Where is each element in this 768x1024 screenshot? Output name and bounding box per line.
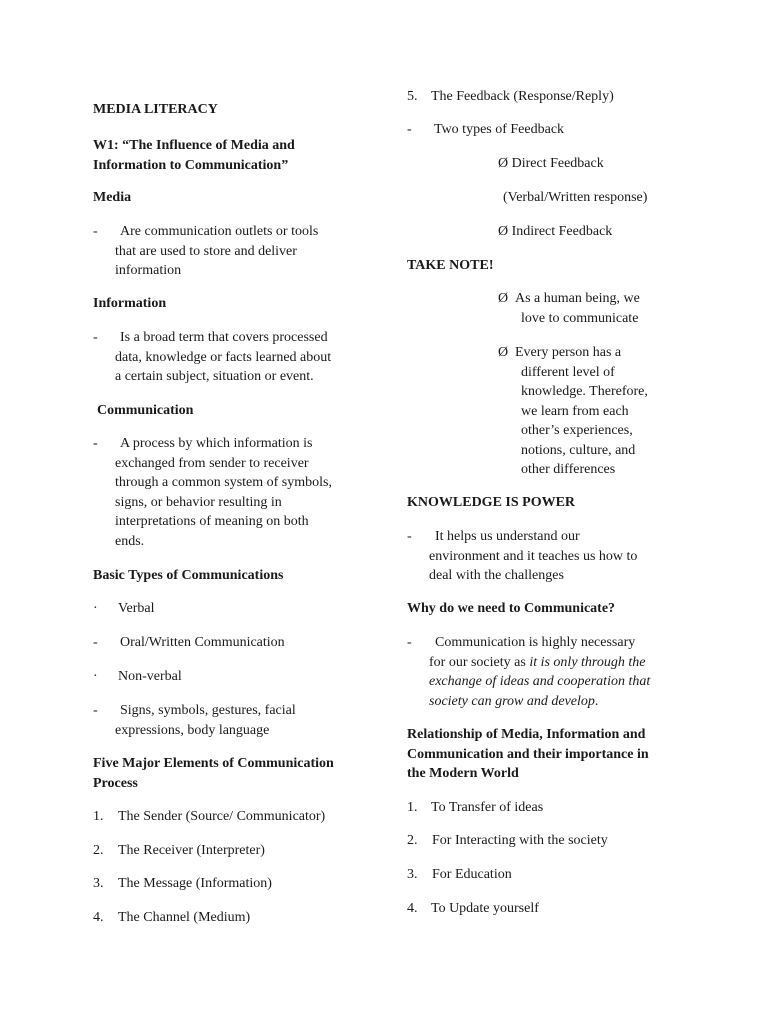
media-heading: Media [93,190,132,205]
list-marker: - [407,635,412,650]
list-marker: - [93,436,98,451]
definition-line: ends. [115,533,145,549]
definition-line: information [115,263,182,278]
week-heading-line: W1: “The Influence of Media and [93,138,295,153]
heading-line: Process [93,775,138,791]
numbered-item [407,798,543,818]
note-line: love to communicate [521,310,639,326]
list-item [407,120,564,140]
note-line: notions, culture, and [521,442,636,458]
list-item-text: Non-verbal [118,669,182,684]
list-marker: - [407,122,412,137]
item-number: 4. [407,901,418,916]
numbered-item [407,87,614,107]
item-text: The Message (Information) [118,876,272,891]
definition-line: It helps us understand our [435,529,580,544]
item-number: 4. [93,910,104,925]
plain-text: for our society as [429,654,530,670]
numbered-item [93,807,325,827]
item-text: For Education [432,867,512,882]
definition-line: Are communication outlets or tools [120,224,319,239]
definition-line: Is a broad term that covers processed [120,330,328,345]
numbered-item [407,899,539,919]
item-number: 1. [407,800,418,815]
communication-definition [93,434,368,551]
item-number: 5. [407,89,418,104]
item-text: The Feedback (Response/Reply) [431,89,614,104]
information-definition [93,328,368,387]
knowledge-definition [407,527,637,586]
definition-line [407,692,650,712]
note-line: other differences [521,462,616,477]
bullet-icon: · [93,601,98,616]
item-text: To Update yourself [431,901,539,916]
numbered-item [93,908,250,928]
definition-line: A process by which information is [120,436,313,451]
week-heading [93,136,295,175]
item-text: The Channel (Medium) [118,910,251,925]
list-marker: - [93,330,98,345]
item-text: The Sender (Source/ Communicator) [118,809,326,824]
note-line: Every person has a [515,345,622,360]
why-heading: Why do we need to Communicate? [407,601,616,616]
relationship-heading [407,725,649,784]
definition-line: deal with the challenges [429,568,564,583]
item-number: 3. [93,876,104,891]
indirect-feedback: Ø Indirect Feedback [498,224,613,239]
list-marker: - [93,703,98,718]
list-item [93,599,155,619]
list-item [93,633,285,653]
definition-line: signs, or behavior resulting in [115,494,282,510]
basic-types-heading: Basic Types of Communications [93,568,284,583]
list-item-text: Two types of Feedback [434,122,565,137]
item-text: The Receiver (Interpreter) [118,843,265,858]
list-marker: - [93,635,98,650]
numbered-item [407,865,512,885]
five-elements-heading [93,754,334,793]
definition-line: through a common system of symbols, [115,475,332,490]
why-definition [407,633,650,711]
definition-line: interpretations of meaning on both [115,514,309,529]
heading-line: Relationship of Media, Information and [407,727,646,742]
definition-line: environment and it teaches us how to [429,548,638,564]
week-heading-line: Information to Communication” [93,157,289,173]
verbal-written-note: (Verbal/Written response) [503,190,648,205]
knowledge-heading: KNOWLEDGE IS POWER [407,495,576,510]
item-number: 2. [93,843,104,858]
definition-line: data, knowledge or facts learned about [115,349,332,365]
numbered-item [93,841,265,861]
note-item [498,343,648,480]
note-line: As a human being, we [515,291,640,306]
take-note-heading: TAKE NOTE! [407,258,494,273]
item-number: 3. [407,867,418,882]
item-text: To Transfer of ideas [431,800,544,815]
heading-line: Five Major Elements of Communication [93,756,334,771]
information-heading: Information [93,296,167,311]
communication-heading: Communication [97,403,194,418]
plain-text: . [594,693,599,709]
numbered-item [407,831,608,851]
definition-line: exchanged from sender to receiver [115,455,309,471]
list-item-text: Signs, symbols, gestures, facial [120,703,296,718]
item-text: For Interacting with the society [432,833,608,848]
item-number: 2. [407,833,418,848]
list-item-text: expressions, body language [115,722,270,738]
numbered-item [93,874,272,894]
definition-line: that are used to store and deliver [115,243,297,259]
note-line: knowledge. Therefore, [521,384,648,399]
list-item [93,701,296,740]
list-marker: - [93,224,98,239]
emphasis-text: society can grow and develop [429,693,595,709]
definition-line [407,653,650,673]
emphasis-text: exchange of ideas and cooperation that [429,674,651,689]
bullet-icon: · [93,669,98,684]
note-item [498,289,640,328]
bullet-icon: Ø [498,291,509,306]
direct-feedback: Ø Direct Feedback [498,156,604,171]
definition-line: a certain subject, situation or event. [115,369,314,384]
heading-line: Communication and their importance in [407,746,649,762]
bullet-icon: Ø [498,345,509,360]
list-marker: - [407,529,412,544]
media-definition [93,222,363,281]
note-line: we learn from each [521,403,629,419]
page-title: MEDIA LITERACY [93,102,218,117]
item-number: 1. [93,809,104,824]
list-item-text: Verbal [118,601,155,616]
list-item [93,667,182,687]
note-line: different level of [521,364,615,380]
note-line: other’s experiences, [521,423,633,438]
list-item-text: Oral/Written Communication [120,635,285,650]
emphasis-text: it is only through the [529,654,646,670]
definition-line: Communication is highly necessary [435,635,636,650]
heading-line: the Modern World [407,766,519,781]
